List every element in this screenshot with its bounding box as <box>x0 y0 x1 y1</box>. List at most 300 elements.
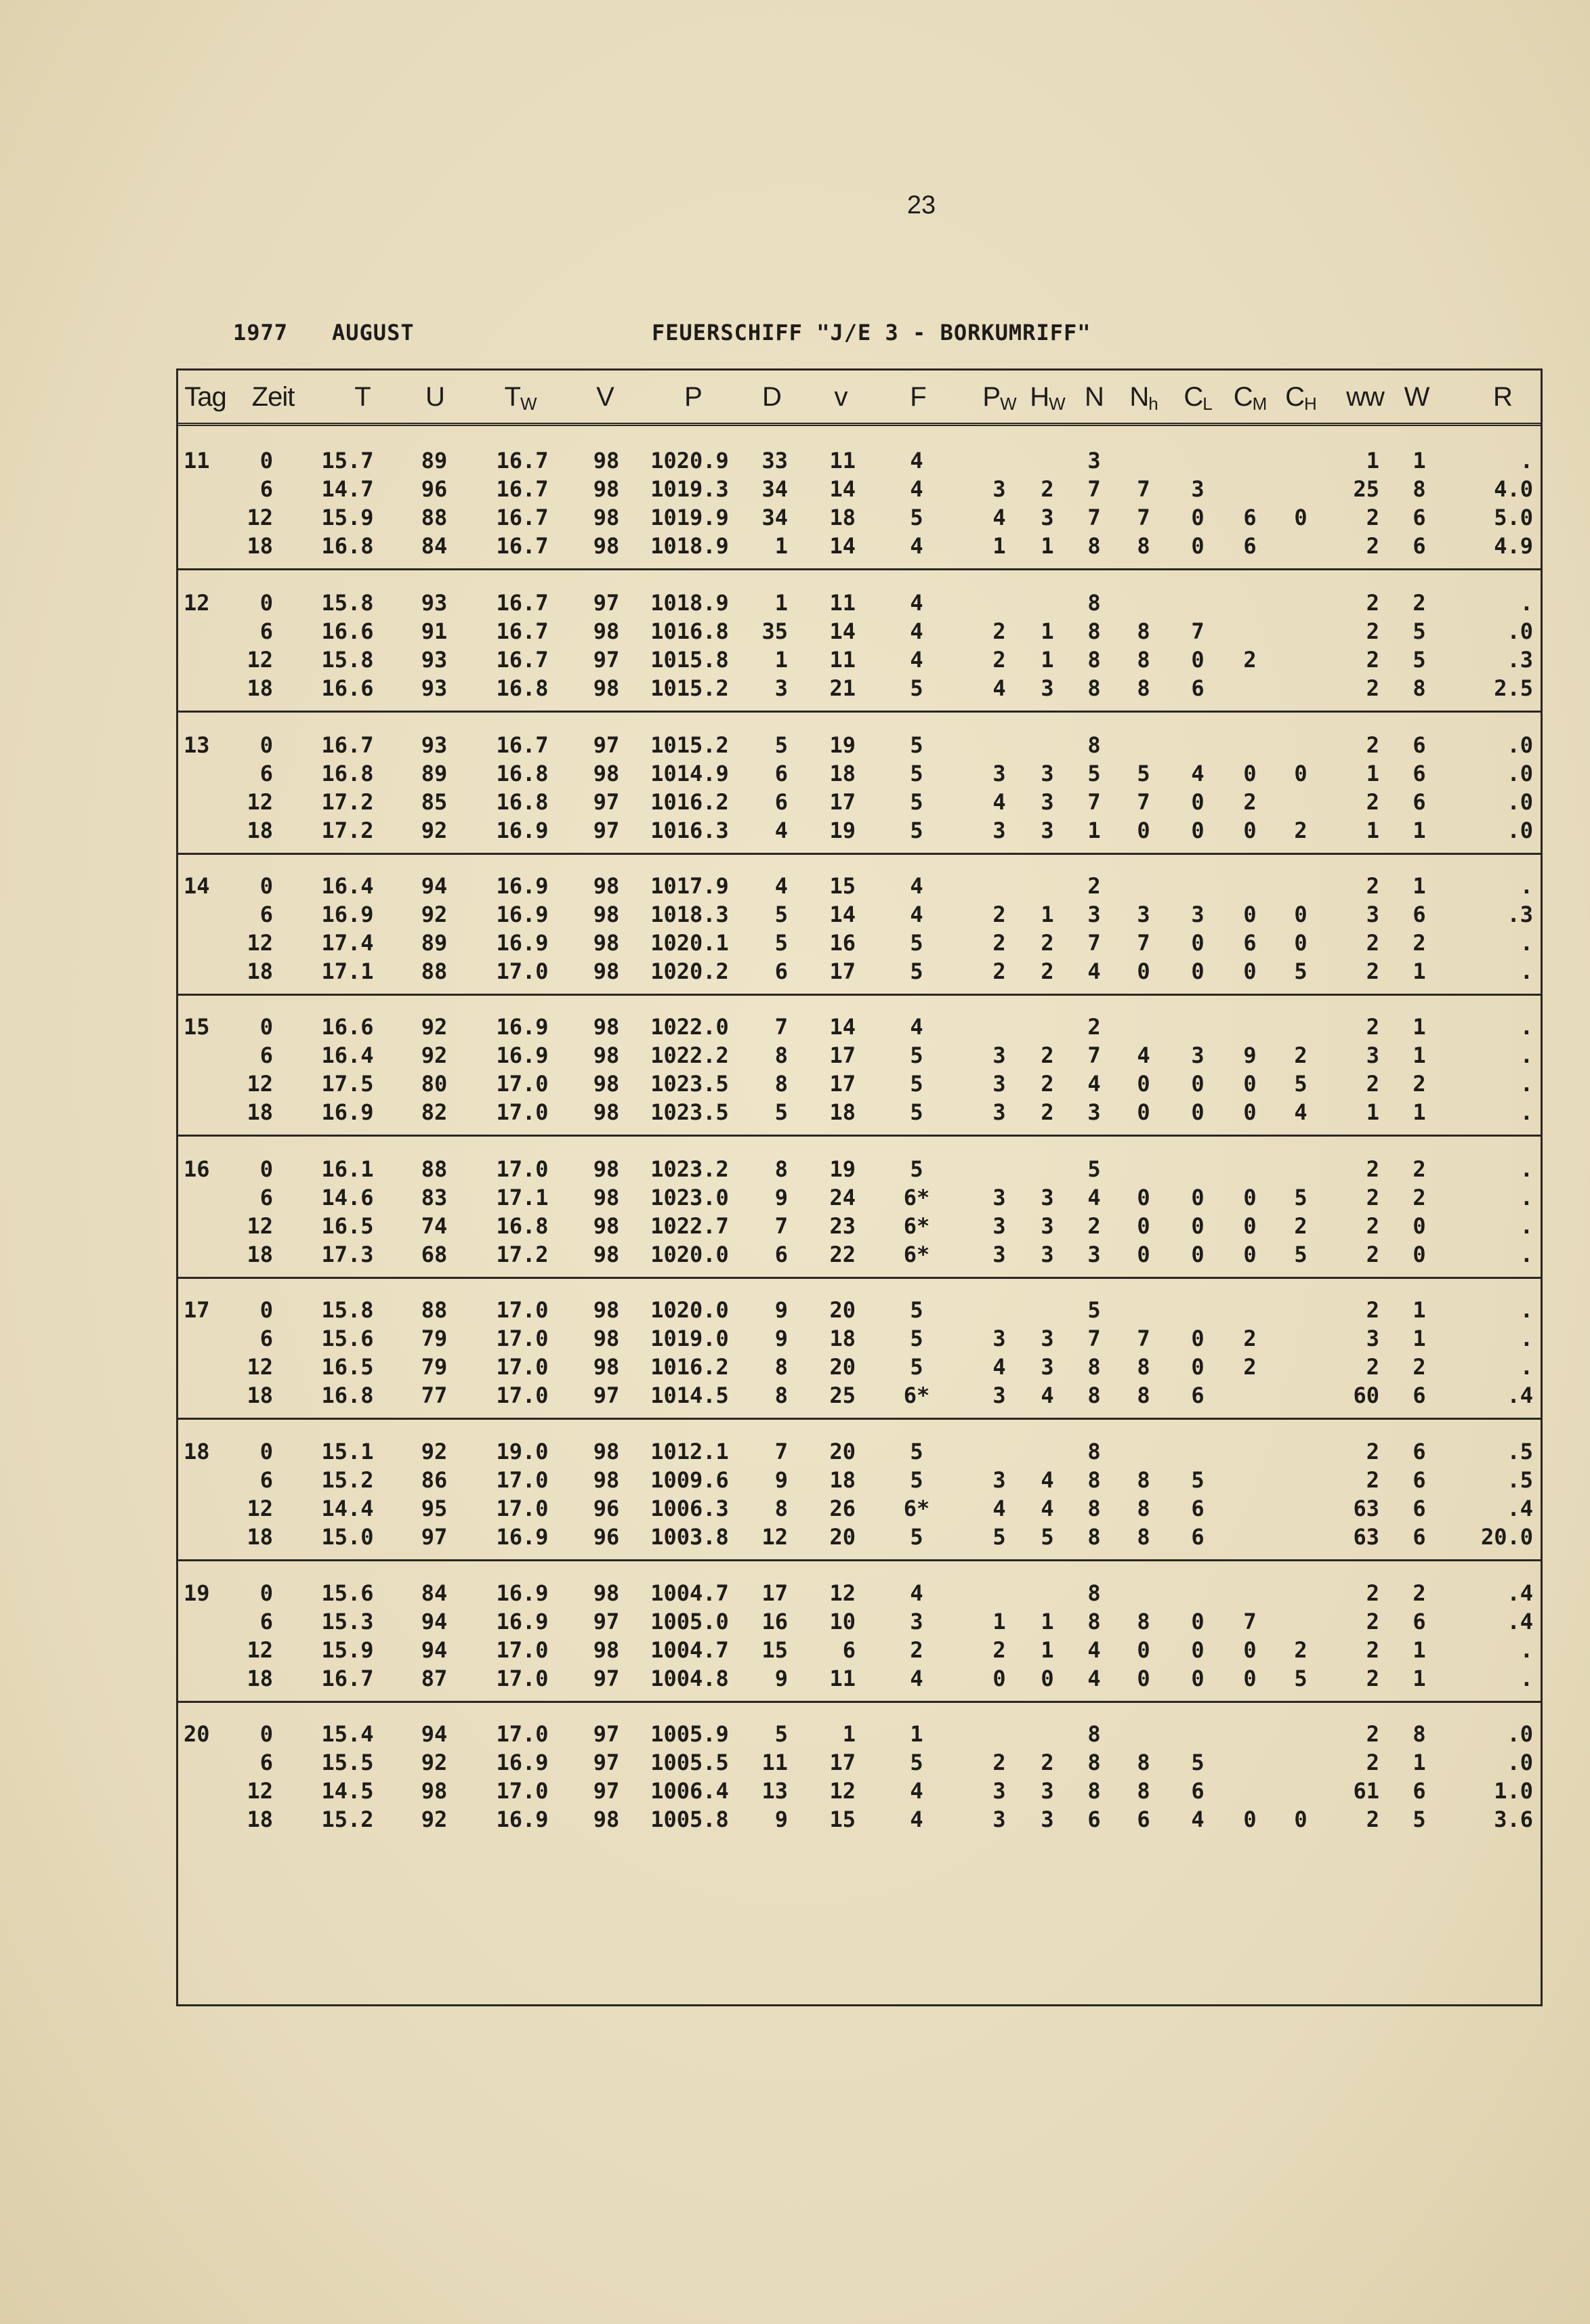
cell-f: 5 <box>910 1326 923 1351</box>
cell-d: 1 <box>774 533 788 559</box>
cell-zeit: 12 <box>247 789 273 815</box>
cell-tw: 16.9 <box>496 1042 549 1068</box>
cell-f: 4 <box>910 476 923 502</box>
cell-zeit: 12 <box>247 647 273 673</box>
cell-v: 97 <box>593 1721 620 1747</box>
cell-zeit: 18 <box>247 1666 273 1691</box>
cell-ww: 25 <box>1353 476 1379 502</box>
cell-w: 1 <box>1413 1666 1426 1691</box>
cell-w: 1 <box>1413 448 1426 473</box>
cell-n: 5 <box>1087 761 1101 786</box>
cell-v: 12 <box>829 1580 856 1606</box>
cell-w: 6 <box>1413 902 1426 927</box>
cell-u: 94 <box>421 1721 448 1747</box>
cell-p: 1023.5 <box>650 1099 729 1125</box>
column-header-n: N <box>1085 382 1104 412</box>
cell-ww: 61 <box>1353 1778 1379 1804</box>
cell-u: 82 <box>421 1099 448 1125</box>
day-label: 18 <box>184 1439 210 1464</box>
cell-zeit: 18 <box>247 1807 273 1832</box>
cell-f: 2 <box>910 1637 923 1663</box>
cell-u: 95 <box>421 1496 448 1521</box>
cell-w: 6 <box>1413 1439 1426 1464</box>
cell-v: 98 <box>593 930 620 956</box>
cell-hw: 3 <box>1041 1185 1054 1210</box>
cell-cm: 0 <box>1243 818 1257 843</box>
cell-ww: 2 <box>1366 958 1379 984</box>
column-header-cm <box>1234 382 1267 415</box>
cell-u: 93 <box>421 675 448 701</box>
cell-v: 17 <box>829 789 856 815</box>
cell-u: 98 <box>421 1778 448 1804</box>
cell-f: 6* <box>903 1496 930 1521</box>
cell-r: .3 <box>1507 902 1533 927</box>
table-row <box>178 1636 1541 1664</box>
cell-zeit: 6 <box>259 902 273 927</box>
cell-f: 4 <box>910 1666 923 1691</box>
cell-p: 1018.3 <box>650 902 729 927</box>
cell-v: 14 <box>829 1014 856 1040</box>
cell-w: 1 <box>1413 1042 1426 1068</box>
cell-f: 4 <box>910 873 923 899</box>
cell-ww: 2 <box>1366 1014 1379 1040</box>
cell-v: 15 <box>829 1807 856 1832</box>
cell-nh: 8 <box>1137 1496 1150 1521</box>
cell-w: 1 <box>1413 818 1426 843</box>
table-row <box>178 1240 1541 1269</box>
cell-u: 92 <box>421 818 448 843</box>
day-label: 12 <box>184 590 210 616</box>
cell-t: 16.1 <box>321 1156 374 1182</box>
header-year: 1977 <box>233 320 289 345</box>
table-row <box>178 1748 1541 1777</box>
cell-r: .0 <box>1507 789 1533 815</box>
cell-ch: 0 <box>1294 1807 1307 1832</box>
cell-u: 89 <box>421 930 448 956</box>
cell-pw: 3 <box>992 1807 1006 1832</box>
cell-nh: 8 <box>1137 1467 1150 1493</box>
cell-ch: 5 <box>1294 958 1307 984</box>
cell-r: .4 <box>1507 1382 1533 1408</box>
cell-hw: 1 <box>1041 618 1054 644</box>
cell-w: 8 <box>1413 476 1426 502</box>
cell-ww: 3 <box>1366 1326 1379 1351</box>
table-row <box>178 872 1541 900</box>
cell-zeit: 12 <box>247 1071 273 1097</box>
cell-r: 5.0 <box>1494 505 1533 530</box>
cell-f: 5 <box>910 958 923 984</box>
cell-n: 8 <box>1087 1580 1101 1606</box>
cell-pw: 2 <box>992 930 1006 956</box>
table-row <box>178 731 1541 759</box>
cell-v: 20 <box>829 1439 856 1464</box>
cell-f: 5 <box>910 675 923 701</box>
cell-f: 5 <box>910 1467 923 1493</box>
cell-d: 6 <box>774 789 788 815</box>
cell-n: 8 <box>1087 1778 1101 1804</box>
cell-u: 97 <box>421 1524 448 1550</box>
cell-n: 8 <box>1087 647 1101 673</box>
cell-pw: 1 <box>992 533 1006 559</box>
cell-f: 4 <box>910 1014 923 1040</box>
cell-v: 98 <box>593 1042 620 1068</box>
cell-ww: 2 <box>1366 930 1379 956</box>
cell-t: 17.5 <box>321 1071 374 1097</box>
cell-pw: 4 <box>992 505 1006 530</box>
cell-tw: 17.2 <box>496 1242 549 1267</box>
cell-v: 98 <box>593 1807 620 1832</box>
cell-zeit: 18 <box>247 1524 273 1550</box>
cell-f: 5 <box>910 1297 923 1323</box>
cell-t: 14.7 <box>321 476 374 502</box>
cell-p: 1005.9 <box>650 1721 729 1747</box>
cell-u: 79 <box>421 1326 448 1351</box>
cell-v: 10 <box>829 1609 856 1634</box>
cell-u: 92 <box>421 1014 448 1040</box>
cell-v: 1 <box>842 1721 856 1747</box>
cell-cl: 4 <box>1191 761 1205 786</box>
cell-u: 92 <box>421 1439 448 1464</box>
cell-d: 7 <box>774 1439 788 1464</box>
cell-n: 4 <box>1087 958 1101 984</box>
cell-tw: 16.8 <box>496 789 549 815</box>
cell-v: 12 <box>829 1778 856 1804</box>
cell-tw: 17.0 <box>496 1071 549 1097</box>
cell-pw: 3 <box>992 1185 1006 1210</box>
cell-n: 8 <box>1087 1721 1101 1747</box>
cell-d: 34 <box>761 505 788 530</box>
cell-f: 6* <box>903 1242 930 1267</box>
cell-tw: 16.7 <box>496 476 549 502</box>
cell-d: 5 <box>774 902 788 927</box>
cell-v: 20 <box>829 1297 856 1323</box>
cell-v: 24 <box>829 1185 856 1210</box>
cell-f: 6* <box>903 1185 930 1210</box>
cell-u: 88 <box>421 505 448 530</box>
cell-r: .4 <box>1507 1609 1533 1634</box>
cell-cl: 6 <box>1191 1524 1205 1550</box>
cell-cm: 0 <box>1243 761 1257 786</box>
cell-p: 1004.8 <box>650 1666 729 1691</box>
cell-nh: 8 <box>1137 1750 1150 1775</box>
cell-v: 23 <box>829 1213 856 1239</box>
cell-ww: 2 <box>1366 618 1379 644</box>
cell-n: 8 <box>1087 732 1101 758</box>
cell-u: 74 <box>421 1213 448 1239</box>
cell-w: 8 <box>1413 1721 1426 1747</box>
cell-cm: 0 <box>1243 1242 1257 1267</box>
cell-t: 16.5 <box>321 1354 374 1380</box>
cell-w: 1 <box>1413 958 1426 984</box>
cell-t: 17.1 <box>321 958 374 984</box>
cell-nh: 0 <box>1137 1666 1150 1691</box>
cell-v: 19 <box>829 818 856 843</box>
cell-zeit: 6 <box>259 1750 273 1775</box>
cell-ww: 1 <box>1366 1099 1379 1125</box>
cell-hw: 2 <box>1041 930 1054 956</box>
cell-v: 17 <box>829 1042 856 1068</box>
cell-f: 5 <box>910 1750 923 1775</box>
cell-p: 1020.0 <box>650 1242 729 1267</box>
cell-n: 7 <box>1087 930 1101 956</box>
cell-v: 14 <box>829 533 856 559</box>
cell-hw: 2 <box>1041 958 1054 984</box>
cell-f: 6* <box>903 1382 930 1408</box>
cell-v: 98 <box>593 1185 620 1210</box>
cell-u: 89 <box>421 761 448 786</box>
cell-tw: 16.8 <box>496 1213 549 1239</box>
day-label: 17 <box>184 1297 210 1323</box>
cell-v: 18 <box>829 1467 856 1493</box>
cell-ww: 2 <box>1366 1609 1379 1634</box>
table-row <box>178 1805 1541 1834</box>
cell-f: 5 <box>910 1354 923 1380</box>
table-row <box>178 503 1541 532</box>
cell-r: . <box>1520 1099 1533 1125</box>
table-row <box>178 532 1541 560</box>
cell-p: 1012.1 <box>650 1439 729 1464</box>
column-header-cl <box>1184 382 1211 415</box>
cell-w: 6 <box>1413 1524 1426 1550</box>
cell-p: 1005.5 <box>650 1750 729 1775</box>
cell-f: 5 <box>910 505 923 530</box>
cell-cl: 4 <box>1191 1807 1205 1832</box>
cell-p: 1017.9 <box>650 873 729 899</box>
cell-nh: 7 <box>1137 505 1150 530</box>
cell-v: 97 <box>593 1750 620 1775</box>
cell-d: 34 <box>761 476 788 502</box>
cell-v: 11 <box>829 448 856 473</box>
cell-hw: 3 <box>1041 1354 1054 1380</box>
cell-d: 13 <box>761 1778 788 1804</box>
cell-pw: 3 <box>992 1099 1006 1125</box>
cell-t: 16.6 <box>321 618 374 644</box>
cell-v: 15 <box>829 873 856 899</box>
cell-v: 98 <box>593 618 620 644</box>
cell-nh: 8 <box>1137 1609 1150 1634</box>
cell-p: 1016.2 <box>650 789 729 815</box>
cell-d: 12 <box>761 1524 788 1550</box>
cell-w: 6 <box>1413 1382 1426 1408</box>
cell-t: 15.8 <box>321 647 374 673</box>
cell-zeit: 6 <box>259 618 273 644</box>
cell-nh: 0 <box>1137 1071 1150 1097</box>
cell-n: 8 <box>1087 1354 1101 1380</box>
cell-hw: 3 <box>1041 761 1054 786</box>
cell-d: 1 <box>774 590 788 616</box>
cell-ww: 2 <box>1366 1185 1379 1210</box>
cell-pw: 3 <box>992 1213 1006 1239</box>
cell-hw: 3 <box>1041 1807 1054 1832</box>
cell-hw: 3 <box>1041 789 1054 815</box>
cell-t: 15.6 <box>321 1580 374 1606</box>
cell-r: 1.0 <box>1494 1778 1533 1804</box>
cell-cl: 0 <box>1191 1666 1205 1691</box>
cell-ch: 4 <box>1294 1099 1307 1125</box>
cell-ww: 2 <box>1366 1242 1379 1267</box>
cell-w: 1 <box>1413 1099 1426 1125</box>
cell-zeit: 6 <box>259 1185 273 1210</box>
cell-pw: 2 <box>992 618 1006 644</box>
cell-t: 16.9 <box>321 902 374 927</box>
cell-cm: 0 <box>1243 1637 1257 1663</box>
cell-w: 6 <box>1413 1609 1426 1634</box>
cell-t: 17.2 <box>321 789 374 815</box>
cell-d: 6 <box>774 958 788 984</box>
cell-w: 2 <box>1413 590 1426 616</box>
cell-cm: 2 <box>1243 647 1257 673</box>
cell-r: 4.0 <box>1494 476 1533 502</box>
cell-zeit: 0 <box>259 448 273 473</box>
cell-ww: 2 <box>1366 647 1379 673</box>
cell-u: 92 <box>421 902 448 927</box>
cell-r: . <box>1520 1156 1533 1182</box>
cell-ch: 5 <box>1294 1185 1307 1210</box>
cell-nh: 8 <box>1137 1354 1150 1380</box>
table-row <box>178 1466 1541 1494</box>
cell-v: 18 <box>829 505 856 530</box>
table-row <box>178 1437 1541 1466</box>
column-header-tag: Tag <box>184 382 226 412</box>
cell-ww: 2 <box>1366 1467 1379 1493</box>
cell-cl: 0 <box>1191 1609 1205 1634</box>
cell-pw: 3 <box>992 818 1006 843</box>
table-row <box>178 674 1541 702</box>
cell-r: . <box>1520 873 1533 899</box>
column-header-cl-sub: L <box>1202 394 1212 414</box>
cell-t: 17.2 <box>321 818 374 843</box>
cell-d: 4 <box>774 873 788 899</box>
cell-cl: 0 <box>1191 647 1205 673</box>
cell-ch: 2 <box>1294 1637 1307 1663</box>
cell-nh: 7 <box>1137 930 1150 956</box>
cell-hw: 3 <box>1041 1778 1054 1804</box>
cell-p: 1006.3 <box>650 1496 729 1521</box>
cell-cl: 0 <box>1191 505 1205 530</box>
cell-p: 1023.0 <box>650 1185 729 1210</box>
cell-t: 16.8 <box>321 1382 374 1408</box>
cell-pw: 4 <box>992 789 1006 815</box>
cell-w: 5 <box>1413 1807 1426 1832</box>
cell-ch: 0 <box>1294 930 1307 956</box>
cell-r: .5 <box>1507 1439 1533 1464</box>
cell-zeit: 18 <box>247 533 273 559</box>
cell-n: 8 <box>1087 533 1101 559</box>
cell-r: . <box>1520 1354 1533 1380</box>
cell-v: 11 <box>829 590 856 616</box>
cell-f: 5 <box>910 1524 923 1550</box>
cell-p: 1005.0 <box>650 1609 729 1634</box>
cell-ww: 63 <box>1353 1496 1379 1521</box>
cell-ww: 1 <box>1366 818 1379 843</box>
cell-nh: 0 <box>1137 1185 1150 1210</box>
table-row <box>178 759 1541 788</box>
cell-n: 4 <box>1087 1185 1101 1210</box>
cell-zeit: 18 <box>247 1382 273 1408</box>
cell-r: .4 <box>1507 1496 1533 1521</box>
cell-pw: 4 <box>992 675 1006 701</box>
column-header-v: v <box>834 382 848 412</box>
cell-v: 19 <box>829 732 856 758</box>
cell-t: 15.1 <box>321 1439 374 1464</box>
cell-p: 1020.1 <box>650 930 729 956</box>
cell-w: 2 <box>1413 1185 1426 1210</box>
cell-n: 8 <box>1087 590 1101 616</box>
cell-hw: 1 <box>1041 533 1054 559</box>
day-group-15 <box>178 992 1541 1137</box>
cell-tw: 16.7 <box>496 732 549 758</box>
cell-d: 35 <box>761 618 788 644</box>
cell-v: 98 <box>593 1297 620 1323</box>
cell-w: 2 <box>1413 1580 1426 1606</box>
table-row <box>178 900 1541 929</box>
cell-tw: 16.7 <box>496 590 549 616</box>
table-row <box>178 929 1541 957</box>
cell-w: 2 <box>1413 930 1426 956</box>
cell-pw: 3 <box>992 1382 1006 1408</box>
cell-u: 79 <box>421 1354 448 1380</box>
cell-u: 94 <box>421 873 448 899</box>
cell-tw: 17.0 <box>496 1496 549 1521</box>
cell-n: 3 <box>1087 448 1101 473</box>
cell-zeit: 12 <box>247 1354 273 1380</box>
cell-cm: 2 <box>1243 1354 1257 1380</box>
cell-hw: 0 <box>1041 1666 1054 1691</box>
cell-w: 6 <box>1413 1496 1426 1521</box>
cell-u: 68 <box>421 1242 448 1267</box>
cell-v: 98 <box>593 1156 620 1182</box>
cell-u: 89 <box>421 448 448 473</box>
cell-f: 4 <box>910 618 923 644</box>
cell-t: 16.8 <box>321 533 374 559</box>
cell-u: 88 <box>421 1156 448 1182</box>
cell-u: 91 <box>421 618 448 644</box>
cell-hw: 1 <box>1041 1609 1054 1634</box>
cell-f: 5 <box>910 1099 923 1125</box>
cell-hw: 1 <box>1041 1637 1054 1663</box>
cell-n: 5 <box>1087 1156 1101 1182</box>
cell-pw: 4 <box>992 1496 1006 1521</box>
cell-ww: 2 <box>1366 1580 1379 1606</box>
cell-tw: 16.9 <box>496 1750 549 1775</box>
cell-nh: 6 <box>1137 1807 1150 1832</box>
cell-pw: 3 <box>992 1467 1006 1493</box>
cell-tw: 16.9 <box>496 873 549 899</box>
cell-cl: 0 <box>1191 1099 1205 1125</box>
column-header-pw <box>982 382 1016 415</box>
cell-pw: 3 <box>992 1778 1006 1804</box>
cell-r: .0 <box>1507 618 1533 644</box>
cell-nh: 7 <box>1137 1326 1150 1351</box>
cell-ch: 5 <box>1294 1242 1307 1267</box>
cell-n: 8 <box>1087 618 1101 644</box>
cell-cl: 0 <box>1191 930 1205 956</box>
header-ship: FEUERSCHIFF "J/E 3 - BORKUMRIFF" <box>652 320 1091 345</box>
column-header-ch <box>1285 382 1316 415</box>
cell-tw: 16.7 <box>496 448 549 473</box>
cell-v: 20 <box>829 1354 856 1380</box>
cell-cl: 0 <box>1191 533 1205 559</box>
cell-nh: 8 <box>1137 1382 1150 1408</box>
table-row <box>178 1777 1541 1805</box>
cell-nh: 0 <box>1137 818 1150 843</box>
column-header-tw <box>505 382 537 415</box>
cell-r: .0 <box>1507 1721 1533 1747</box>
cell-d: 15 <box>761 1637 788 1663</box>
cell-nh: 5 <box>1137 761 1150 786</box>
cell-hw: 3 <box>1041 818 1054 843</box>
cell-f: 5 <box>910 732 923 758</box>
